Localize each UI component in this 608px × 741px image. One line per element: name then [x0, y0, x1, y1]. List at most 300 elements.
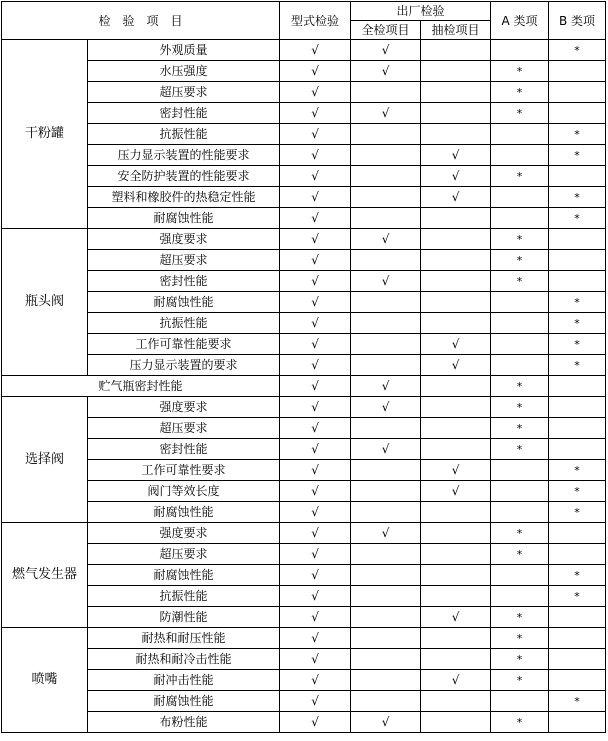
- type-test-mark-cell: [280, 166, 351, 187]
- item-name: 工作可靠性要求: [88, 460, 280, 481]
- item-name: 超压要求: [88, 250, 280, 271]
- b-class-mark: *: [574, 589, 580, 603]
- table-row: [2, 355, 606, 376]
- a-class-mark-cell: [491, 334, 549, 355]
- b-class-mark-cell: [549, 523, 606, 544]
- item-name: 防潮性能: [88, 607, 280, 628]
- full-inspection-mark-cell: [351, 460, 421, 481]
- b-class-mark: *: [574, 211, 580, 225]
- b-class-mark: *: [574, 316, 580, 330]
- header-full-inspection: 全检项目: [351, 21, 421, 40]
- table-row: [2, 313, 606, 334]
- table-row: [2, 481, 606, 502]
- table-row: [2, 628, 606, 649]
- table-row: [2, 418, 606, 439]
- sample-inspection-mark-cell: [421, 292, 491, 313]
- item-name: 耐腐蚀性能: [88, 292, 280, 313]
- sample-inspection-mark-cell: [421, 607, 491, 628]
- a-class-mark-cell: [491, 586, 549, 607]
- table-body: [2, 40, 606, 733]
- table-row: [2, 397, 606, 418]
- full-inspection-mark-cell: [351, 208, 421, 229]
- b-class-mark: *: [574, 358, 580, 372]
- type-test-mark-cell: [280, 460, 351, 481]
- full-inspection-mark-cell: [351, 334, 421, 355]
- sample-inspection-mark-cell: [421, 313, 491, 334]
- header-b-class: B 类项: [549, 2, 606, 40]
- b-class-mark-cell: [549, 439, 606, 460]
- b-class-mark-cell: [549, 292, 606, 313]
- item-name: 外观质量: [88, 40, 280, 61]
- header-factory-test: 出厂检验: [351, 2, 491, 21]
- sample-inspection-mark-cell: [421, 418, 491, 439]
- type-test-mark-cell: [280, 565, 351, 586]
- sample-inspection-mark-cell: [421, 712, 491, 733]
- full-inspection-mark-cell: [351, 502, 421, 523]
- item-name: 耐腐蚀性能: [88, 691, 280, 712]
- type-test-mark-cell: [280, 691, 351, 712]
- a-class-mark: *: [516, 715, 523, 729]
- type-test-mark: √: [311, 85, 319, 99]
- sample-inspection-mark-cell: [421, 61, 491, 82]
- b-class-mark: *: [574, 295, 580, 309]
- a-class-mark-cell: [491, 628, 549, 649]
- sample-inspection-mark-cell: [421, 40, 491, 61]
- a-class-mark: *: [516, 169, 523, 183]
- type-test-mark: √: [311, 547, 319, 561]
- a-class-mark: *: [516, 274, 523, 288]
- full-inspection-mark-cell: [351, 271, 421, 292]
- group-name: 选择阀: [2, 397, 88, 523]
- type-test-mark: √: [311, 64, 319, 78]
- a-class-mark-cell: [491, 103, 549, 124]
- full-inspection-mark: √: [381, 274, 390, 288]
- item-name: 强度要求: [88, 523, 280, 544]
- type-test-mark: √: [311, 610, 319, 624]
- b-class-mark: *: [574, 694, 580, 708]
- sample-inspection-mark-cell: [421, 523, 491, 544]
- type-test-mark-cell: [280, 418, 351, 439]
- full-inspection-mark-cell: [351, 607, 421, 628]
- a-class-mark-cell: [491, 649, 549, 670]
- table-row: [2, 124, 606, 145]
- full-inspection-mark: √: [381, 43, 390, 57]
- a-class-mark-cell: [491, 355, 549, 376]
- table-row: [2, 544, 606, 565]
- type-test-mark-cell: [280, 145, 351, 166]
- item-name: 布粉性能: [88, 712, 280, 733]
- b-class-mark-cell: [549, 229, 606, 250]
- full-inspection-mark: √: [381, 232, 390, 246]
- sample-inspection-mark-cell: [421, 628, 491, 649]
- a-class-mark: *: [516, 631, 523, 645]
- b-class-mark-cell: [549, 208, 606, 229]
- type-test-mark: √: [311, 190, 319, 204]
- b-class-mark-cell: [549, 124, 606, 145]
- item-name: 耐腐蚀性能: [88, 208, 280, 229]
- a-class-mark: *: [516, 379, 523, 393]
- table-row: [2, 334, 606, 355]
- group-name: 干粉罐: [2, 40, 88, 229]
- full-inspection-mark-cell: [351, 124, 421, 145]
- b-class-mark-cell: [549, 82, 606, 103]
- type-test-mark: √: [311, 253, 319, 267]
- item-name: 抗振性能: [88, 586, 280, 607]
- item-name: 耐热和耐压性能: [88, 628, 280, 649]
- item-name: 超压要求: [88, 82, 280, 103]
- b-class-mark-cell: [549, 502, 606, 523]
- a-class-mark-cell: [491, 166, 549, 187]
- type-test-mark-cell: [280, 124, 351, 145]
- table-row: [2, 40, 606, 61]
- type-test-mark-cell: [280, 334, 351, 355]
- type-test-mark: √: [311, 484, 319, 498]
- table-row: [2, 145, 606, 166]
- a-class-mark-cell: [491, 544, 549, 565]
- item-name: 超压要求: [88, 418, 280, 439]
- b-class-mark-cell: [549, 145, 606, 166]
- sample-inspection-mark: √: [451, 148, 460, 162]
- a-class-mark-cell: [491, 712, 549, 733]
- sample-inspection-mark-cell: [421, 187, 491, 208]
- type-test-mark-cell: [280, 103, 351, 124]
- item-name: 密封性能: [88, 271, 280, 292]
- sample-inspection-mark-cell: [421, 565, 491, 586]
- a-class-mark: *: [516, 421, 523, 435]
- sample-inspection-mark-cell: [421, 124, 491, 145]
- a-class-mark: *: [516, 232, 523, 246]
- type-test-mark: √: [311, 379, 319, 393]
- b-class-mark-cell: [549, 40, 606, 61]
- a-class-mark-cell: [491, 313, 549, 334]
- type-test-mark: √: [311, 169, 319, 183]
- full-inspection-mark-cell: [351, 691, 421, 712]
- type-test-mark: √: [311, 358, 319, 372]
- full-inspection-mark-cell: [351, 187, 421, 208]
- table-row: [2, 502, 606, 523]
- sample-inspection-mark-cell: [421, 649, 491, 670]
- type-test-mark: √: [311, 211, 319, 225]
- a-class-mark-cell: [491, 61, 549, 82]
- type-test-mark: √: [311, 505, 319, 519]
- type-test-mark-cell: [280, 649, 351, 670]
- sample-inspection-mark-cell: [421, 145, 491, 166]
- a-class-mark: *: [516, 526, 523, 540]
- sample-inspection-mark-cell: [421, 82, 491, 103]
- type-test-mark-cell: [280, 502, 351, 523]
- b-class-mark-cell: [549, 187, 606, 208]
- full-inspection-mark-cell: [351, 82, 421, 103]
- type-test-mark: √: [311, 463, 319, 477]
- sample-inspection-mark: √: [451, 190, 460, 204]
- a-class-mark-cell: [491, 376, 549, 397]
- b-class-mark: *: [574, 568, 580, 582]
- type-test-mark-cell: [280, 355, 351, 376]
- a-class-mark: *: [516, 652, 523, 666]
- item-name: 工作可靠性能要求: [88, 334, 280, 355]
- b-class-mark-cell: [549, 544, 606, 565]
- a-class-mark-cell: [491, 607, 549, 628]
- a-class-mark: *: [516, 85, 523, 99]
- item-name: 抗振性能: [88, 313, 280, 334]
- item-name: 密封性能: [88, 103, 280, 124]
- sample-inspection-mark: √: [451, 673, 460, 687]
- full-inspection-mark: √: [381, 400, 390, 414]
- b-class-mark-cell: [549, 313, 606, 334]
- b-class-mark-cell: [549, 691, 606, 712]
- group-name: 燃气发生器: [2, 523, 88, 628]
- type-test-mark: √: [311, 589, 319, 603]
- header-sample-inspection: 抽检项目: [421, 21, 491, 40]
- b-class-mark: *: [574, 484, 580, 498]
- a-class-mark-cell: [491, 229, 549, 250]
- group-name: 喷嘴: [2, 628, 88, 733]
- a-class-mark-cell: [491, 250, 549, 271]
- b-class-mark: *: [574, 337, 580, 351]
- full-inspection-mark: √: [381, 64, 390, 78]
- type-test-mark: √: [311, 400, 319, 414]
- table-row: [2, 712, 606, 733]
- type-test-mark-cell: [280, 397, 351, 418]
- a-class-mark-cell: [491, 691, 549, 712]
- full-inspection-mark-cell: [351, 628, 421, 649]
- sample-inspection-mark-cell: [421, 481, 491, 502]
- table-row: [2, 649, 606, 670]
- sample-inspection-mark-cell: [421, 460, 491, 481]
- full-inspection-mark-cell: [351, 145, 421, 166]
- sample-inspection-mark: √: [451, 169, 460, 183]
- item-name: 塑料和橡胶件的热稳定性能: [88, 187, 280, 208]
- full-inspection-mark-cell: [351, 670, 421, 691]
- full-inspection-mark: √: [381, 526, 390, 540]
- full-inspection-mark: √: [381, 106, 390, 120]
- table-row: [2, 607, 606, 628]
- full-inspection-mark-cell: [351, 292, 421, 313]
- type-test-mark: √: [311, 316, 319, 330]
- sample-inspection-mark-cell: [421, 670, 491, 691]
- type-test-mark-cell: [280, 229, 351, 250]
- table-row: [2, 187, 606, 208]
- type-test-mark-cell: [280, 586, 351, 607]
- full-inspection-mark-cell: [351, 166, 421, 187]
- type-test-mark-cell: [280, 82, 351, 103]
- table-row: [2, 271, 606, 292]
- b-class-mark-cell: [549, 376, 606, 397]
- a-class-mark-cell: [491, 418, 549, 439]
- table-row: [2, 376, 606, 397]
- sample-inspection-mark-cell: [421, 166, 491, 187]
- table-row: [2, 61, 606, 82]
- full-inspection-mark-cell: [351, 649, 421, 670]
- full-inspection-mark: √: [381, 442, 390, 456]
- full-inspection-mark-cell: [351, 40, 421, 61]
- b-class-mark: *: [574, 148, 580, 162]
- type-test-mark: √: [311, 148, 319, 162]
- sample-inspection-mark-cell: [421, 208, 491, 229]
- b-class-mark: *: [574, 127, 580, 141]
- type-test-mark-cell: [280, 376, 351, 397]
- a-class-mark-cell: [491, 124, 549, 145]
- type-test-mark: √: [311, 106, 319, 120]
- type-test-mark: √: [311, 43, 319, 57]
- full-inspection-mark-cell: [351, 481, 421, 502]
- b-class-mark-cell: [549, 103, 606, 124]
- table-row: [2, 208, 606, 229]
- table-row: [2, 523, 606, 544]
- full-inspection-mark-cell: [351, 61, 421, 82]
- item-name: 耐冲击性能: [88, 670, 280, 691]
- b-class-mark-cell: [549, 166, 606, 187]
- type-test-mark: √: [311, 127, 319, 141]
- sample-inspection-mark: √: [451, 337, 460, 351]
- type-test-mark-cell: [280, 313, 351, 334]
- b-class-mark-cell: [549, 334, 606, 355]
- type-test-mark-cell: [280, 250, 351, 271]
- item-name: 耐腐蚀性能: [88, 565, 280, 586]
- a-class-mark-cell: [491, 397, 549, 418]
- full-inspection-mark-cell: [351, 229, 421, 250]
- item-name: 水压强度: [88, 61, 280, 82]
- b-class-mark-cell: [549, 481, 606, 502]
- table-row: [2, 82, 606, 103]
- sample-inspection-mark: √: [451, 463, 460, 477]
- b-class-mark-cell: [549, 61, 606, 82]
- type-test-mark: √: [311, 715, 319, 729]
- item-name: 密封性能: [88, 439, 280, 460]
- full-inspection-mark-cell: [351, 544, 421, 565]
- table-row: [2, 250, 606, 271]
- item-name: 耐腐蚀性能: [88, 502, 280, 523]
- b-class-mark: *: [574, 505, 580, 519]
- sample-inspection-mark-cell: [421, 103, 491, 124]
- a-class-mark: *: [516, 547, 523, 561]
- full-inspection-mark-cell: [351, 418, 421, 439]
- sample-inspection-mark-cell: [421, 439, 491, 460]
- b-class-mark-cell: [549, 649, 606, 670]
- full-inspection-mark-cell: [351, 376, 421, 397]
- header-a-class: A 类项: [491, 2, 549, 40]
- type-test-mark: √: [311, 568, 319, 582]
- sample-inspection-mark: √: [451, 484, 460, 498]
- type-test-mark: √: [311, 421, 319, 435]
- full-inspection-mark-cell: [351, 712, 421, 733]
- group-name: 瓶头阀: [2, 229, 88, 376]
- item-name: 强度要求: [88, 229, 280, 250]
- table-row: [2, 292, 606, 313]
- table-row: [2, 229, 606, 250]
- b-class-mark-cell: [549, 586, 606, 607]
- a-class-mark-cell: [491, 40, 549, 61]
- a-class-mark: *: [516, 253, 523, 267]
- a-class-mark-cell: [491, 439, 549, 460]
- a-class-mark-cell: [491, 145, 549, 166]
- type-test-mark: √: [311, 295, 319, 309]
- type-test-mark-cell: [280, 61, 351, 82]
- inspection-table: [1, 1, 606, 733]
- table-row: [2, 439, 606, 460]
- type-test-mark: √: [311, 526, 319, 540]
- table-row: [2, 565, 606, 586]
- type-test-mark: √: [311, 337, 319, 351]
- sample-inspection-mark: √: [451, 610, 460, 624]
- table-row: [2, 670, 606, 691]
- sample-inspection-mark-cell: [421, 355, 491, 376]
- b-class-mark-cell: [549, 250, 606, 271]
- b-class-mark-cell: [549, 397, 606, 418]
- a-class-mark-cell: [491, 502, 549, 523]
- a-class-mark-cell: [491, 460, 549, 481]
- full-inspection-mark: √: [381, 715, 390, 729]
- b-class-mark-cell: [549, 712, 606, 733]
- type-test-mark-cell: [280, 187, 351, 208]
- type-test-mark-cell: [280, 439, 351, 460]
- header-inspection-item: 检 验 项 目: [2, 2, 280, 40]
- type-test-mark: √: [311, 694, 319, 708]
- sample-inspection-mark-cell: [421, 250, 491, 271]
- sample-inspection-mark-cell: [421, 691, 491, 712]
- a-class-mark-cell: [491, 82, 549, 103]
- sample-inspection-mark-cell: [421, 334, 491, 355]
- b-class-mark: *: [574, 463, 580, 477]
- full-inspection-mark-cell: [351, 439, 421, 460]
- type-test-mark-cell: [280, 544, 351, 565]
- table-row: [2, 166, 606, 187]
- item-name: 压力显示装置的性能要求: [88, 145, 280, 166]
- header-type-test: 型式检验: [280, 2, 351, 40]
- sample-inspection-mark: √: [451, 358, 460, 372]
- type-test-mark-cell: [280, 670, 351, 691]
- full-inspection-mark-cell: [351, 523, 421, 544]
- b-class-mark-cell: [549, 271, 606, 292]
- sample-inspection-mark-cell: [421, 397, 491, 418]
- table-row: [2, 460, 606, 481]
- item-name: 阀门等效长度: [88, 481, 280, 502]
- a-class-mark-cell: [491, 565, 549, 586]
- table-row: [2, 103, 606, 124]
- a-class-mark-cell: [491, 481, 549, 502]
- table-row: [2, 691, 606, 712]
- sample-inspection-mark-cell: [421, 229, 491, 250]
- type-test-mark-cell: [280, 271, 351, 292]
- a-class-mark-cell: [491, 271, 549, 292]
- type-test-mark: √: [311, 631, 319, 645]
- a-class-mark-cell: [491, 670, 549, 691]
- full-inspection-mark-cell: [351, 103, 421, 124]
- type-test-mark-cell: [280, 292, 351, 313]
- b-class-mark-cell: [549, 418, 606, 439]
- full-inspection-mark-cell: [351, 355, 421, 376]
- type-test-mark: √: [311, 232, 319, 246]
- a-class-mark: *: [516, 400, 523, 414]
- item-name: 强度要求: [88, 397, 280, 418]
- a-class-mark: *: [516, 106, 523, 120]
- b-class-mark-cell: [549, 628, 606, 649]
- a-class-mark: *: [516, 64, 523, 78]
- a-class-mark: *: [516, 673, 523, 687]
- b-class-mark-cell: [549, 607, 606, 628]
- full-inspection-mark: √: [381, 379, 390, 393]
- item-name: 贮气瓶密封性能: [2, 376, 280, 397]
- a-class-mark-cell: [491, 187, 549, 208]
- a-class-mark: *: [516, 610, 523, 624]
- sample-inspection-mark-cell: [421, 271, 491, 292]
- item-name: 安全防护装置的性能要求: [88, 166, 280, 187]
- sample-inspection-mark-cell: [421, 376, 491, 397]
- item-name: 抗振性能: [88, 124, 280, 145]
- type-test-mark-cell: [280, 607, 351, 628]
- b-class-mark-cell: [549, 460, 606, 481]
- type-test-mark: √: [311, 652, 319, 666]
